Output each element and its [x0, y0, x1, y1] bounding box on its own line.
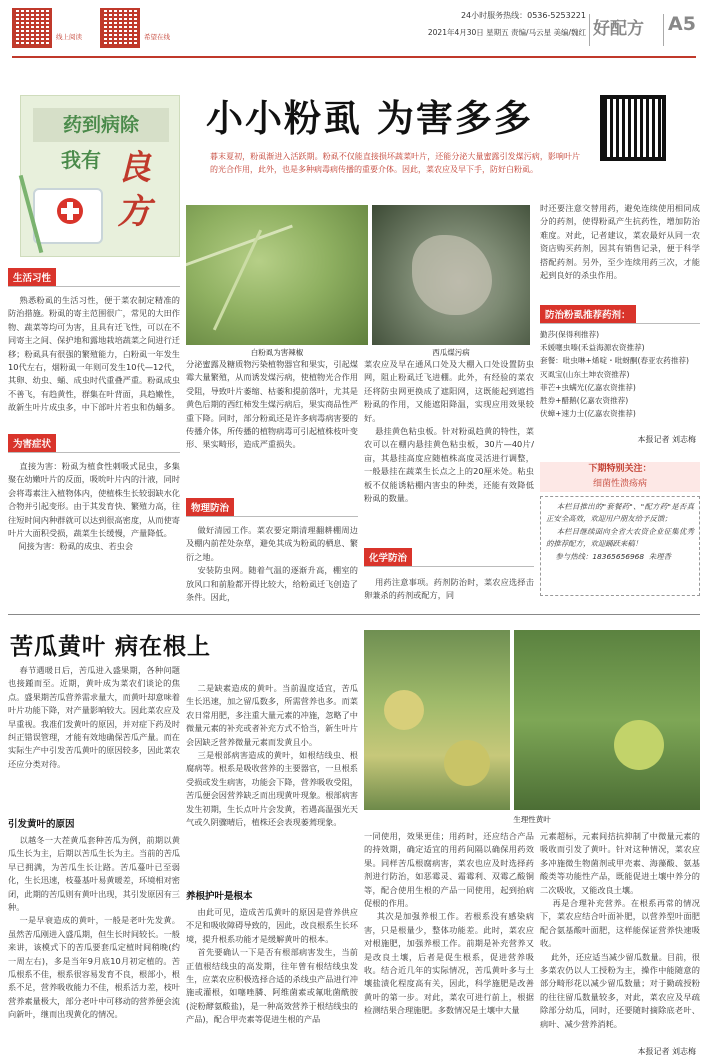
preview-box	[540, 462, 700, 492]
body-text: 一同使用，效果更佳；用药时，还应结合产品的持效期，确定适宜的用药间隔以确保用药效果。同样苦瓜根腐病害，菜农也应及时选择药剂进行防治，如恶霉灵、霜霉利、双霉乙酸铜等，配合使用生根的产品一同使用，起到抬病促根的作用。 其次是加强养根工作。若根系没有感染病害，只是根量少，整体功能差。此时，菜农应对根施肥，加强养根工作。前期是补充营养又是改良土壤，后者是促生根系，促进营养吸收。结合近几年的实际情况，苦瓜黄叶多与土壤盐渍化程度高有关，因此，科学施肥是改善黄叶的第一步。对此，菜农可进行前上，根据检测结果合理施肥。多数情况是土壤中大量	[364, 831, 534, 1016]
body-text: 由此可见，造成苦瓜黄叶的原因是营养供应不足和吸收障碍导致的，因此，改良根系生长环境，提升根系功能才是缓解黄叶的根本。 首先要确认一下是否有根部病害发生，当前正值根结线虫的高发期，往年曾有根结线虫发生，应菜农应积极选择合适的杀线虫产品进行冲施或灌根，如噻唑膦、阿维菌素或氟吡菌酰胺(淀粉酵氨酸盐)，是一种高效营养于根结线虫的产品)，配合甲壳素等促进生根的产品	[186, 907, 358, 1025]
body-text: 菜农应及早在通风口处及大棚入口处设置防虫网，阻止粉虱迁飞进棚。此外，有经验的菜农还将防虫网更换成了遮阳网，这既能起到遮挡粉虱的作用，又能遮阳降温，实现应用效果较好。 悬挂黄色粘虫板。针对粉虱趋黄的特性，菜农可以在棚内悬挂黄色粘虫板，30片—40片/亩，其悬挂高度应随植株高度灵活进行调整，一般悬挂在蔬菜生长点之上的20厘米处。粘虫板不仅能诱粘棚内害虫的种类，还能有效降低粉虱的数量。	[364, 359, 534, 504]
photo-caption: 西瓜煤污病	[432, 348, 470, 357]
photo-bitter-gourd-yellowing	[364, 630, 510, 810]
article-title: 小小粉虱 为害多多	[206, 97, 533, 140]
qr-code-reading[interactable]	[12, 8, 52, 48]
product-item: 灭虱宝(山东土坤农资推荐)	[540, 369, 630, 379]
preview-topic: 细菌性溃疡病	[592, 479, 647, 489]
first-aid-kit-icon	[33, 188, 103, 244]
body-text: 以越冬一大茬黄瓜套种苦瓜为例，前期以黄瓜生长为主，后期以苦瓜生长为主。当前的苦瓜早已拥满，为苦瓜生长让路。苦瓜蔓叶已至弱化，生长迅速，枝蔓基叶易黄暖差，环境相对密闭，此期的苦瓜则有黄叶出现，其引发原因有三种。 一是早衰造成的黄叶，一般是老叶先发黄。虽然苦瓜刚进入盛瓜期，但生长时间较长。一般来讲，该模式下的苦瓜要套瓜定植时间稍晚(约一周左右)，多是当年9月底10月初定植的。苦瓜根系不佳，根系很容易发育不良，根部小，根系不足，营养吸收能力不佳，根系活力差，枝叶营养素量极大，部分老叶中可移动的营养便会流向新叶，继而出现黄化的情况。	[8, 835, 180, 1020]
divider	[589, 14, 590, 46]
photo-watermelon-sooty-mold	[372, 205, 530, 345]
body-text: 元素超标，元素间拮抗抑制了中微量元素的吸收而引发了黄叶。针对这种情况，菜农应多冲施微生物菌剂或甲壳素、海藻酸、氨基酸类等功能性产品，既能促进土壤中养分的二次吸收，又能改良土壤。 再是合理补充营养。在根系再常的情况下，菜农应结合叶面补肥，以营养型叶面肥配合氨基酸叶面肥，这样能保证营养快速吸收。 此外，还应适当减少留瓜数量。目前，很多菜农仍以人工授粉为主，操作中能随意的部分畸形花以减少留瓜数量；对于勤疏授粉的往往留瓜数量较多，对此，菜农应及早疏除部分幼瓜，同时，还要随时摘除底老叶、病叶、减少营养消耗。	[540, 831, 700, 1029]
date-line: 2021年4月30日 星期五 责编/马云星 美编/魏红	[427, 28, 586, 37]
section-tag: 生活习性	[8, 268, 56, 286]
body-text: 春节遇暖日后，苦瓜进入盛果期，各种问题也接踵而至。近期，黄叶成为菜农们谈论的焦点。盛果期苦瓜营养需求量大，而黄叶却意味着叶片功能下降，对产量影响较大。因此菜农应及早重视。我准们发黄叶的原因，并对症下药及时纠正错误管理，才能有效地确保苦瓜产量。而在实际生产中引发苦瓜黄叶的原因较多，因此菜农还应分类对待。	[8, 665, 180, 769]
body-text: 时还要注意交替用药，避免连续使用相同成分的药剂，使得粉虱产生抗药性，增加防治难度。对此，记者建议，菜农最好从同一农资店购买药剂，因其有销售记录，便于科学搭配药剂。另外，至少连续用药三次，才能起到良好的杀虫作用。	[540, 203, 700, 281]
notice-box	[540, 496, 700, 596]
badge-line1: 药到病除	[33, 108, 169, 142]
subheading: 引发黄叶的原因	[8, 819, 75, 830]
product-list	[540, 328, 700, 420]
body-text: 熟悉粉虱的生活习性，便于菜农制定精准的防治措施。粉虱的寄主范围很广，常见的大田作物、蔬菜等均可为害，且具有迁飞性，可以在不同寄主之间、保护地和露地栽培蔬菜之间进行迁移；粉虱具有很强的繁殖能力，白粉虱一年发生10代左右，烟粉虱一年则可发生10代—12代，其卵、幼虫、蛹、成虫时代重叠严重。粉虱成虫不善飞，有趋黄性，群集在叶背面，具趋嫩性，故新生叶片成虫多，中下部叶片若虫和伪蛹多。	[8, 295, 180, 413]
body-text: 分泌蜜露及糖质物污染植物器官和果实，引起煤霉大量繁殖，从而诱发煤污病，使植物光合作用受阻，导致叶片萎缩、枯萎和提前落叶，尤其是黄色后期的西红柿发生煤污病后，果实商品性严重下降。同时，部分粉虱还是许多病毒病害要的传播介体，所传播的植物病毒可引起植株枝叶变形、果实畸形，造成严重损失。	[186, 359, 358, 450]
page-number: A5	[668, 13, 696, 35]
photo-pepper-whitefly	[186, 205, 368, 345]
section-tag: 为害症状	[8, 434, 56, 452]
article-lead: 暮末夏初，粉虱渐进入活跃期。粉虱不仅能直接损坏蔬菜叶片，还能分泌大量蜜露引发煤污病，影响叶片的光合作用，此外，也是多种病毒病传播的重要介体。因此，菜农应及早下手，防好白粉虱。	[210, 152, 580, 174]
byline: 本报记者 刘志梅	[637, 435, 696, 444]
notice-text: 本栏目推出的"套餐药"、"配方药"是否真正安全高效，欢迎用户朋友给予反馈； 本栏目继续面向全省大农资企业征集优秀的推荐配方，欢迎踊跃来稿！ 参与热线：18365656968 朱理香	[546, 502, 694, 561]
product-item: 菲芒+虫螨光(亿嘉农资推荐)	[540, 382, 636, 392]
divider	[663, 14, 664, 46]
qr-code[interactable]	[600, 95, 666, 161]
column-badge	[20, 95, 180, 257]
product-item: 套餐：吡虫啉+烯啶・吡蚜酮(春亚农药推荐)	[540, 356, 689, 366]
body-text: 做好清园工作。菜农要定期清理翻耕棚周边及棚内前茬处杂草，避免其成为粉虱的栖息、繁衍之地。 安装防虫网。随着气温的逐渐升高，棚室的放风口和前脸都开得比较大，给粉虱迁飞创造了条件。因此，	[186, 525, 358, 603]
qr-label: 希望在线	[144, 33, 170, 41]
header-rule	[12, 56, 696, 58]
photo-caption: 白粉虱为害辣椒	[250, 348, 304, 357]
product-item: 胜券+醋鹅(亿嘉农资推荐)	[540, 396, 629, 406]
body-text: 二是缺素造成的黄叶。当前温度适宜，苦瓜生长迅速，加之留瓜数多，所需营养也多。而菜农日常用肥，多注重大量元素的冲施，忽略了中微量元素的补充或者补充方式不恰当，新生叶片会因缺乏营养微量元素而发黄且小。 三是根部病害造成的黄叶，如根结线虫、根腐病等。根系是吸收营养的主要器官，一旦根系受损或发生病害，功能会下降，营养吸收受阻，苦瓜便会因营养缺乏而出现黄叶现象。根部病害发生初期，生长点叶片会发黄，若遇高温强光天气或久阴骤晴后，植株还会表现萎蔫现象。	[186, 683, 358, 828]
body-text: 用药注意事项。药剂防治时，菜农应选择击卵兼杀的药剂或配方，同	[364, 577, 534, 601]
article-title: 苦瓜黄叶 病在根上	[10, 634, 212, 660]
hotline: 24小时服务热线：0536-5253221	[460, 11, 586, 20]
article-divider	[8, 614, 700, 615]
qr-code-hope[interactable]	[100, 8, 140, 48]
photo-bitter-gourd-plants	[514, 630, 700, 810]
photo-caption: 生理性黄叶	[513, 815, 551, 824]
product-item: 勤莎(保得利推荐)	[540, 330, 600, 339]
product-item: 伏蟑+速力士(亿嘉农资推荐)	[540, 409, 636, 419]
preview-label: 下期特别关注：	[588, 464, 652, 474]
qr-label: 线上阅读	[56, 33, 82, 41]
section-tag: 物理防治	[186, 498, 234, 516]
badge-line2: 我有	[61, 148, 101, 172]
section-tag: 化学防治	[364, 548, 412, 566]
product-item: 禾媛噻虫嗪(禾益海源农资推荐)	[540, 343, 645, 353]
subheading: 养根护叶是根本	[186, 891, 253, 902]
byline: 本报记者 刘志梅	[637, 1047, 696, 1056]
section-name: 好配方	[593, 19, 644, 39]
body-text: 直接为害：粉虱为植食性刺吸式昆虫，多集聚在幼嫩叶片的反面，吸吮叶片内的汁液，同时会将毒素注入植物体内，使植株生长较弱缺水化合物并引起变形。由于其发育快、繁殖力高，往往短时间内种群就可以达到很高密度，从而使寄叶片大面积受损，蔬菜生长缓慢，产量降低。 间接为害：粉虱的成虫、若虫会	[8, 461, 180, 552]
section-tag: 防治粉虱推荐药剂：	[540, 305, 636, 323]
badge-line3: 良方	[117, 148, 149, 232]
